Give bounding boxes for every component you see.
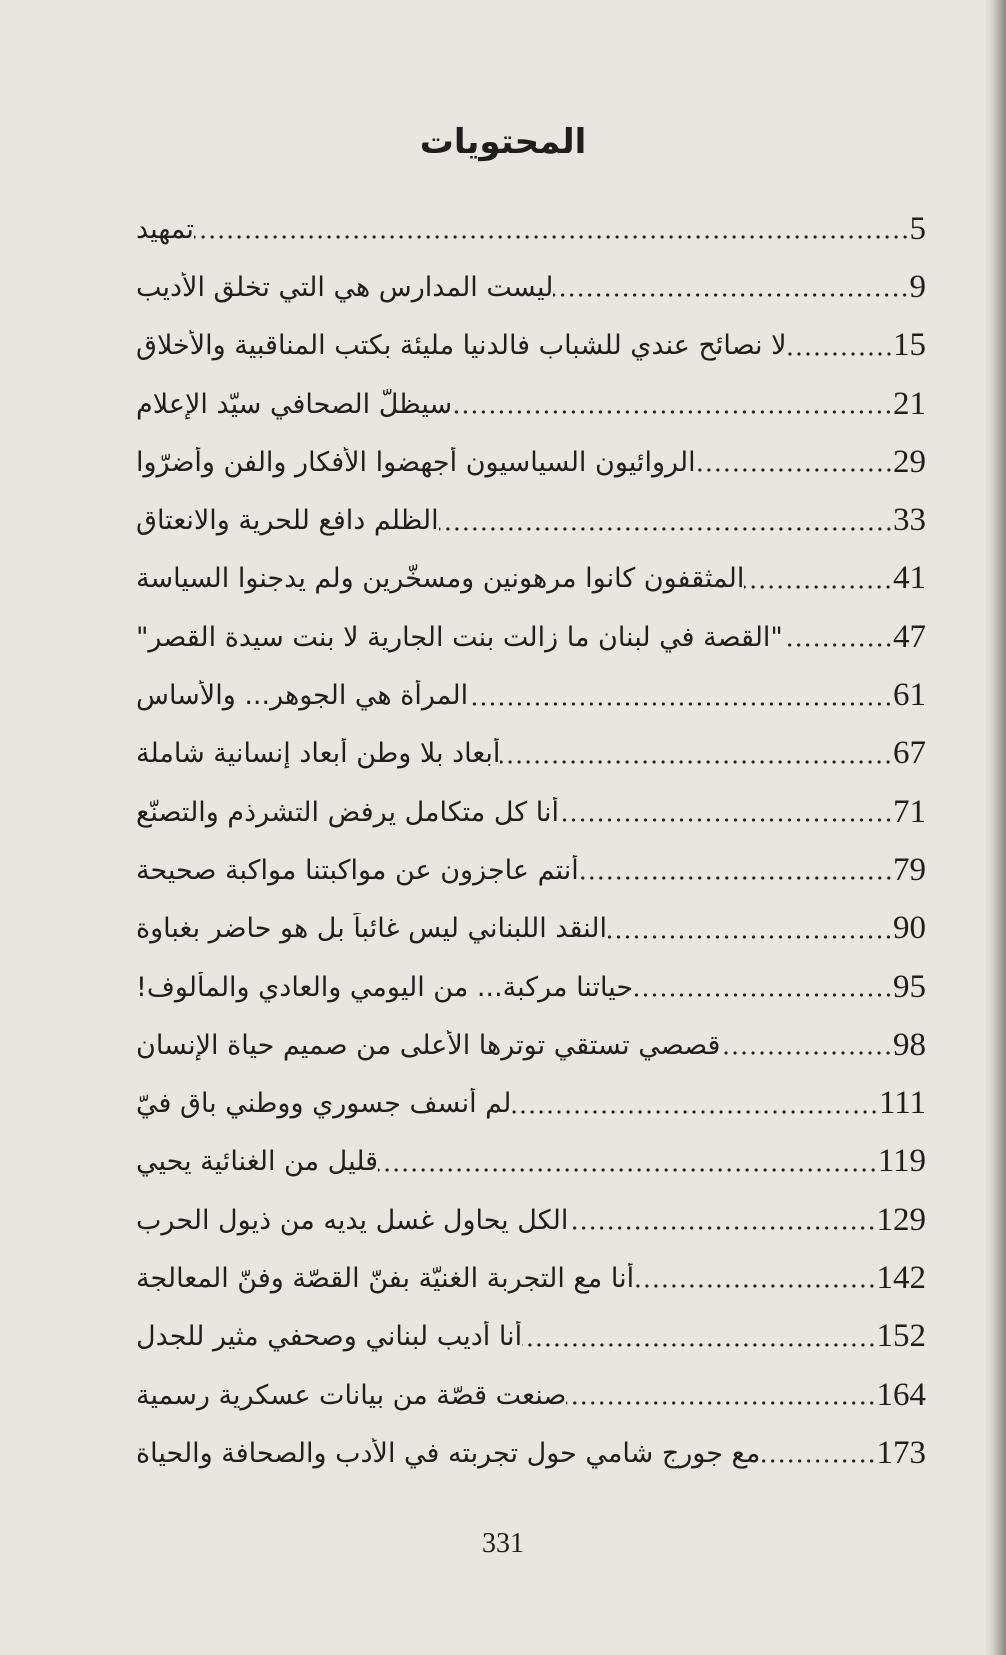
toc-entry [130, 1308, 930, 1366]
toc-entry-title: صنعت قصّة من بيانات عسكرية رسمية [136, 1379, 567, 1411]
toc-entry [130, 1074, 930, 1132]
dot-leader [787, 351, 893, 357]
toc-entry [130, 433, 930, 491]
toc-entry [130, 258, 930, 316]
dot-leader [696, 467, 893, 473]
toc-entry-page: 61 [893, 677, 926, 714]
toc-entry-page: 98 [893, 1026, 926, 1063]
toc-entry-page: 21 [893, 385, 926, 422]
toc-entry-page: 33 [893, 502, 926, 539]
toc-entry-title: لم أنسف جسوري ووطني باقٍ فيّ [136, 1088, 512, 1120]
toc-entry [130, 550, 930, 608]
dot-leader [568, 1225, 876, 1231]
toc-entry [130, 1133, 930, 1191]
toc-entry-page: 15 [893, 327, 926, 364]
toc-entry-title: أنا أديب لبناني وصحفي مثير للجدل [136, 1321, 523, 1353]
toc-entry [130, 841, 930, 899]
toc-entry [130, 1249, 930, 1307]
toc-entry [130, 1016, 930, 1074]
dot-leader [744, 584, 893, 590]
toc-entry [130, 900, 930, 958]
dot-leader [579, 875, 893, 881]
toc-entry [130, 725, 930, 783]
toc-entry-page: 67 [893, 735, 926, 772]
toc-entry-page: 129 [876, 1201, 926, 1238]
toc-entry-title: المثقفون كانوا مرهونين ومسخّرين ولم يدجنوا السياسة [136, 563, 745, 595]
toc-entry-page: 5 [909, 210, 926, 247]
dot-leader [633, 992, 893, 998]
toc-entry-page: 152 [876, 1318, 926, 1355]
toc-entry [130, 608, 930, 666]
dot-leader [760, 1458, 876, 1464]
toc-entry [130, 1424, 930, 1482]
dot-leader [452, 409, 893, 415]
dot-leader [378, 1167, 878, 1173]
toc-entry [130, 375, 930, 433]
page-number: 331 [482, 1528, 524, 1559]
dot-leader [439, 526, 893, 532]
toc-entry-page: 90 [893, 910, 926, 947]
toc-entry-page: 119 [877, 1143, 926, 1180]
toc-entry [130, 1366, 930, 1424]
toc-entry-page: 111 [878, 1085, 926, 1122]
table-of-contents [130, 200, 930, 1483]
toc-entry-page: 9 [909, 268, 926, 305]
dot-leader [783, 642, 893, 648]
page-edge-shadow [984, 0, 1006, 1655]
toc-entry-page: 173 [876, 1434, 926, 1471]
toc-entry-page: 95 [893, 968, 926, 1005]
toc-entry [130, 783, 930, 841]
dot-leader [522, 1342, 876, 1348]
dot-leader [553, 292, 909, 298]
dot-leader [194, 234, 910, 240]
page-title: المحتويات [419, 122, 587, 162]
dot-leader [511, 1109, 879, 1115]
toc-entry-title: سيظلّ الصحافي سيّد الإعلام [136, 388, 453, 420]
toc-entry-page: 71 [893, 793, 926, 830]
toc-entry [130, 666, 930, 724]
toc-entry [130, 200, 930, 258]
toc-entry-page: 79 [893, 851, 926, 888]
toc-entry-title: أبعاد بلا وطن أبعاد إنسانية شاملة [136, 738, 501, 770]
toc-entry-title: أنا كل متكامل يرفض التشرذم والتصنّع [136, 796, 559, 828]
toc-entry-title: الظلم دافع للحرية والانعتاق [136, 505, 439, 537]
toc-entry [130, 958, 930, 1016]
toc-entry-title: أنتم عاجزون عن مواكبتنا مواكبة صحيحة [136, 854, 579, 886]
dot-leader [607, 934, 893, 940]
toc-entry-title: قليل من الغنائية يحيي [136, 1146, 379, 1178]
toc-entry-title: المرأة هي الجوهر... والأساس [136, 680, 469, 712]
toc-entry-title: لا نصائح عندي للشباب فالدنيا مليئة بكتب المناقبية والأخلاق [136, 330, 787, 362]
toc-entry-title: الكل يحاول غسل يديه من ذيول الحرب [136, 1204, 569, 1236]
toc-entry-page: 47 [893, 618, 926, 655]
toc-entry-title: أنا مع التجربة الغنيّة بفنّ القصّة وفنّ المعالجة [136, 1262, 635, 1294]
toc-entry-title: النقد اللبناني ليس غائباً بل هو حاضر بغباوة [136, 913, 608, 945]
dot-leader [559, 817, 893, 823]
toc-entry-page: 41 [893, 560, 926, 597]
dot-leader [468, 701, 893, 707]
dot-leader [500, 759, 893, 765]
toc-entry [130, 1191, 930, 1249]
toc-entry-title: قصصي تستقي توترها الأعلى من صميم حياة الإنسان [136, 1029, 721, 1061]
toc-entry [130, 317, 930, 375]
dot-leader [720, 1050, 893, 1056]
toc-entry-title: "القصة في لبنان ما زالت بنت الجارية لا بنت سيدة القصر" [136, 621, 783, 653]
toc-entry [130, 491, 930, 549]
toc-entry-title: الروائيون السياسيون أجهضوا الأفكار والفن وأضرّوا [136, 446, 696, 478]
toc-entry-page: 29 [893, 443, 926, 480]
toc-entry-title: تمهيد [136, 213, 194, 245]
toc-entry-title: مع جورج شامي حول تجربته في الأدب والصحافة والحياة [136, 1437, 761, 1469]
dot-leader [634, 1283, 876, 1289]
toc-entry-page: 142 [876, 1259, 926, 1296]
toc-entry-title: حياتنا مركبة... من اليومي والعادي والمألوف! [136, 971, 634, 1003]
toc-entry-page: 164 [876, 1376, 926, 1413]
dot-leader [566, 1400, 876, 1406]
toc-entry-title: ليست المدارس هي التي تخلق الأديب [136, 271, 554, 303]
